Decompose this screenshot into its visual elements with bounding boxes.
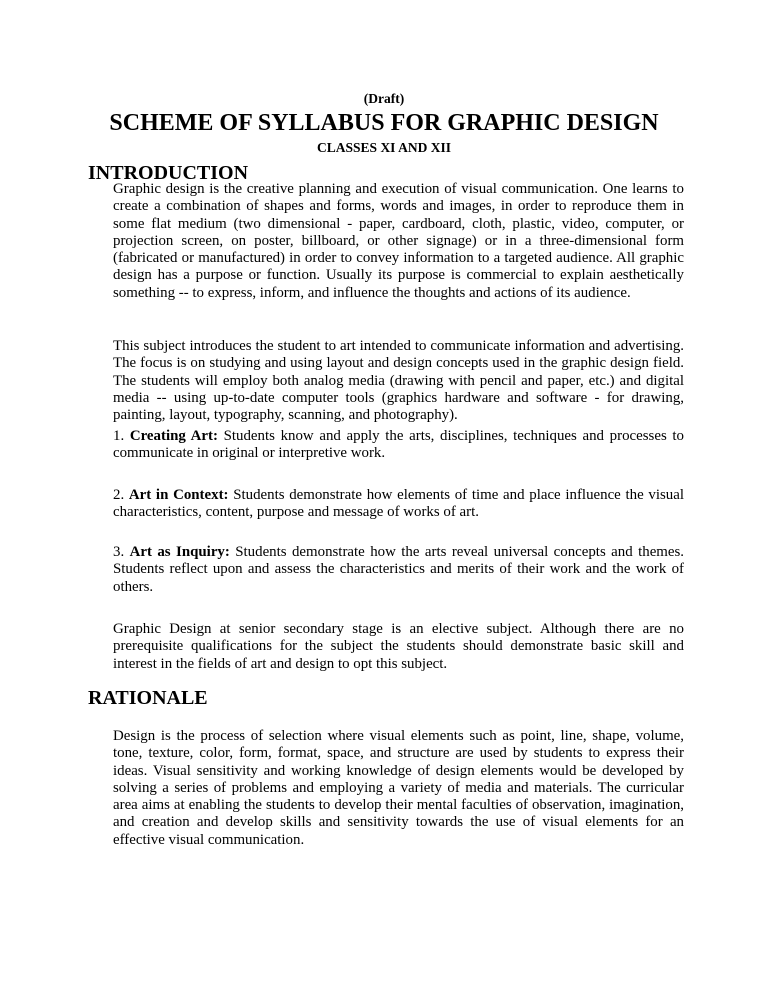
item-term: Art as Inquiry: [129, 544, 230, 560]
item-text: Students demonstrate how elements of time and place influence the visual characteristics, content, purpose and message of works of art. [113, 487, 684, 521]
introduction-heading: INTRODUCTION [88, 162, 249, 184]
item-text: Students know and apply the arts, disciplines, techniques and processes to communicate in original or interpretive work. [113, 428, 684, 462]
rationale-heading: RATIONALE [88, 687, 208, 709]
item-text: Students demonstrate how the arts reveal universal concepts and themes. Students reflect upon and assess the characteristics and merits of their work and the work of others. [113, 544, 685, 595]
list-item-creating-art [113, 428, 684, 463]
intro-paragraph-1: Graphic design is the creative planning and execution of visual communication. One learns to create a combination of shapes and forms, words and images, in order to reproduce them in some flat medium (two dimensional - paper, cardboard, cloth, plastic, video, computer, or projection screen, on poster, billboard, or other signage) or in a three-dimensional form (fabricated or manufactured) in order to convey information to a targeted audience. All graphic design has a purpose or function. Usually its purpose is commercial to explain aesthetically something -- to express, inform, and influence the thoughts and actions of its audience. [113, 181, 684, 301]
item-number: 1. [113, 428, 130, 444]
intro-paragraph-2: This subject introduces the student to art intended to communicate information and advertising. The focus is on studying and using layout and design concepts used in the graphic design field. The students will employ both analog media (drawing with pencil and paper, etc.) and digital media -- using up-to-date computer tools (graphics hardware and software - for drawing, painting, layout, typography, scanning, and photography). [113, 338, 684, 424]
item-term: Art in Context: [128, 487, 229, 503]
list-item-art-in-context [113, 487, 684, 522]
item-number: 2. [113, 487, 129, 503]
item-term: Creating Art: [129, 428, 218, 444]
rationale-paragraph: Design is the process of selection where visual elements such as point, line, shape, volume, tone, texture, color, form, format, space, and structure are used by students to express their ideas. Visual sensitivity and working knowledge of design elements would be developed by solving a series of problems and employing a variety of media and materials. The curricular area aims at enabling the students to develop their mental faculties of observation, imagination, and creation and develop skills and sensitivity towards the use of visual elements for an effective visual communication. [113, 728, 684, 848]
list-item-art-as-inquiry [113, 544, 684, 596]
draft-label: (Draft) [363, 91, 405, 106]
document-subtitle: CLASSES XI AND XII [317, 140, 451, 155]
intro-paragraph-elective: Graphic Design at senior secondary stage is an elective subject. Although there are no prerequisite qualifications for the subject the students should demonstrate basic skill and interest in the fields of art and design to opt this subject. [113, 621, 684, 672]
document-title: SCHEME OF SYLLABUS FOR GRAPHIC DESIGN [109, 110, 659, 136]
item-number: 3. [113, 544, 130, 560]
